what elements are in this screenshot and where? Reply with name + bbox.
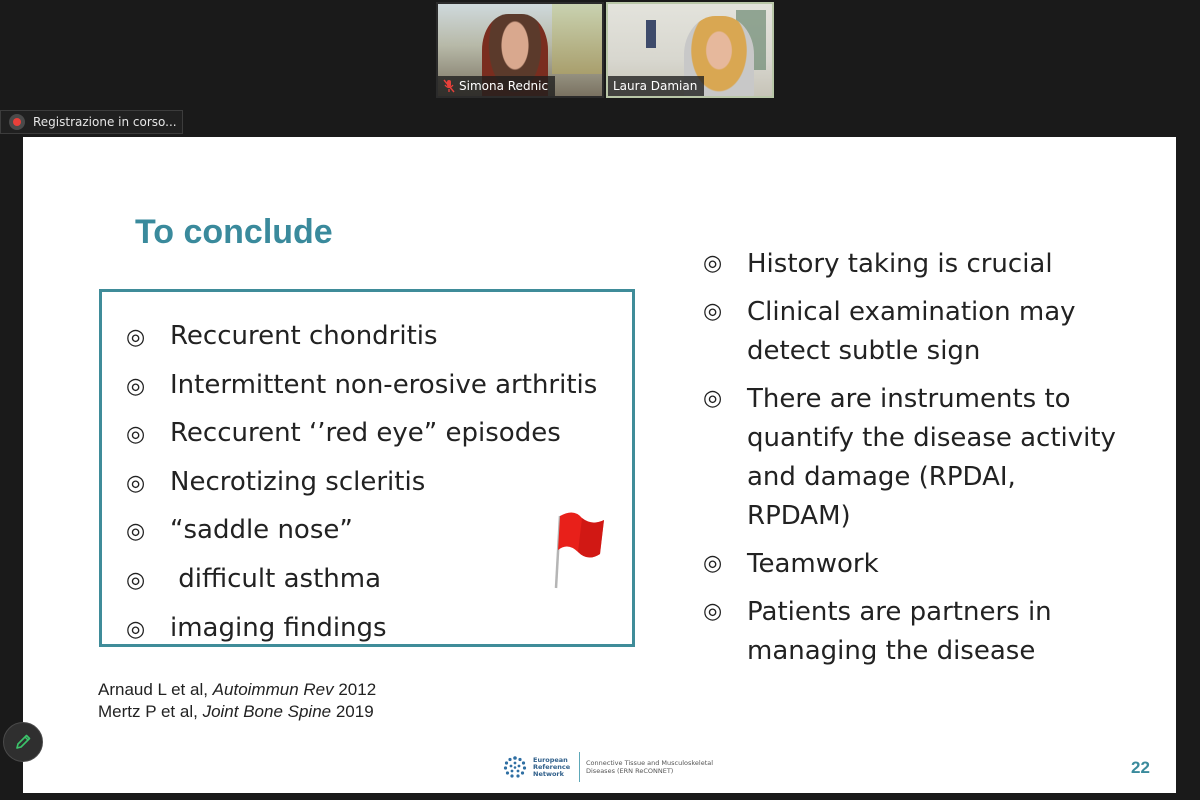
circled-bullet-icon: ◎ bbox=[703, 299, 723, 325]
logo-divider bbox=[579, 752, 580, 782]
circled-bullet-icon: ◎ bbox=[126, 325, 146, 350]
annotate-button[interactable] bbox=[3, 722, 43, 762]
list-item: ◎ difficult asthma bbox=[126, 555, 597, 604]
circled-bullet-icon: ◎ bbox=[126, 519, 146, 545]
shared-slide bbox=[23, 137, 1176, 793]
participant-name-tag bbox=[438, 76, 555, 96]
reference: Mertz P et al, Joint Bone Spine 2019 bbox=[98, 702, 374, 721]
list-item: ◎ “saddle nose” bbox=[126, 506, 597, 555]
list-item: ◎ Intermittent non-erosive arthritis bbox=[126, 361, 597, 410]
list-item: ◎ Patients are partners in managing the disease bbox=[703, 593, 1123, 671]
circled-bullet-icon: ◎ bbox=[703, 251, 723, 276]
participant-name-tag bbox=[608, 76, 704, 96]
slide-title: To conclude bbox=[135, 213, 333, 251]
list-item: ◎ Reccurent ‘’red eye” episodes bbox=[126, 409, 597, 458]
list-item: ◎ Teamwork bbox=[703, 545, 1123, 584]
circled-bullet-icon: ◎ bbox=[126, 470, 146, 496]
circled-bullet-icon: ◎ bbox=[703, 598, 723, 624]
circled-bullet-icon: ◎ bbox=[126, 616, 146, 642]
references bbox=[98, 679, 376, 723]
list-item: ◎ Reccurent chondritis bbox=[126, 312, 597, 361]
conclusions-list bbox=[703, 245, 1123, 680]
video-tile-simona-rednic[interactable] bbox=[436, 2, 604, 98]
ern-dots-icon bbox=[503, 755, 527, 779]
circled-bullet-icon: ◎ bbox=[703, 550, 723, 576]
pencil-icon bbox=[14, 733, 32, 751]
video-tile-laura-damian[interactable] bbox=[606, 2, 774, 98]
list-item: ◎ There are instruments to quantify the disease activity and damage (RPDAI, RPDAM) bbox=[703, 380, 1123, 535]
recording-label: Registrazione in corso... bbox=[33, 115, 177, 129]
recording-icon bbox=[9, 114, 25, 130]
list-item: ◎ History taking is crucial bbox=[703, 245, 1123, 284]
circled-bullet-icon: ◎ bbox=[126, 567, 146, 593]
mic-muted-icon bbox=[443, 79, 455, 93]
participant-name: Simona Rednic bbox=[459, 79, 549, 93]
reference: Arnaud L et al, Autoimmun Rev 2012 bbox=[98, 680, 377, 699]
slide-number: 22 bbox=[1131, 758, 1150, 777]
list-item: ◎ Clinical examination may detect subtle sign bbox=[703, 293, 1123, 371]
ern-logo bbox=[503, 750, 716, 784]
circled-bullet-icon: ◎ bbox=[703, 386, 723, 412]
red-flags-list bbox=[126, 312, 597, 652]
list-item: ◎ Necrotizing scleritis bbox=[126, 458, 597, 507]
ern-name: European Reference Network bbox=[533, 755, 571, 778]
red-flags-box bbox=[99, 289, 635, 647]
red-flag-icon bbox=[552, 510, 612, 590]
recording-indicator[interactable] bbox=[0, 110, 183, 134]
participant-name: Laura Damian bbox=[613, 79, 698, 93]
video-background bbox=[646, 20, 656, 48]
list-item: ◎ imaging findings bbox=[126, 604, 597, 653]
ern-caption: Connective Tissue and Musculoskeletal Diseases (ERN ReCONNET) bbox=[586, 759, 714, 775]
circled-bullet-icon: ◎ bbox=[126, 422, 146, 448]
video-background bbox=[552, 4, 602, 74]
circled-bullet-icon: ◎ bbox=[126, 373, 146, 399]
